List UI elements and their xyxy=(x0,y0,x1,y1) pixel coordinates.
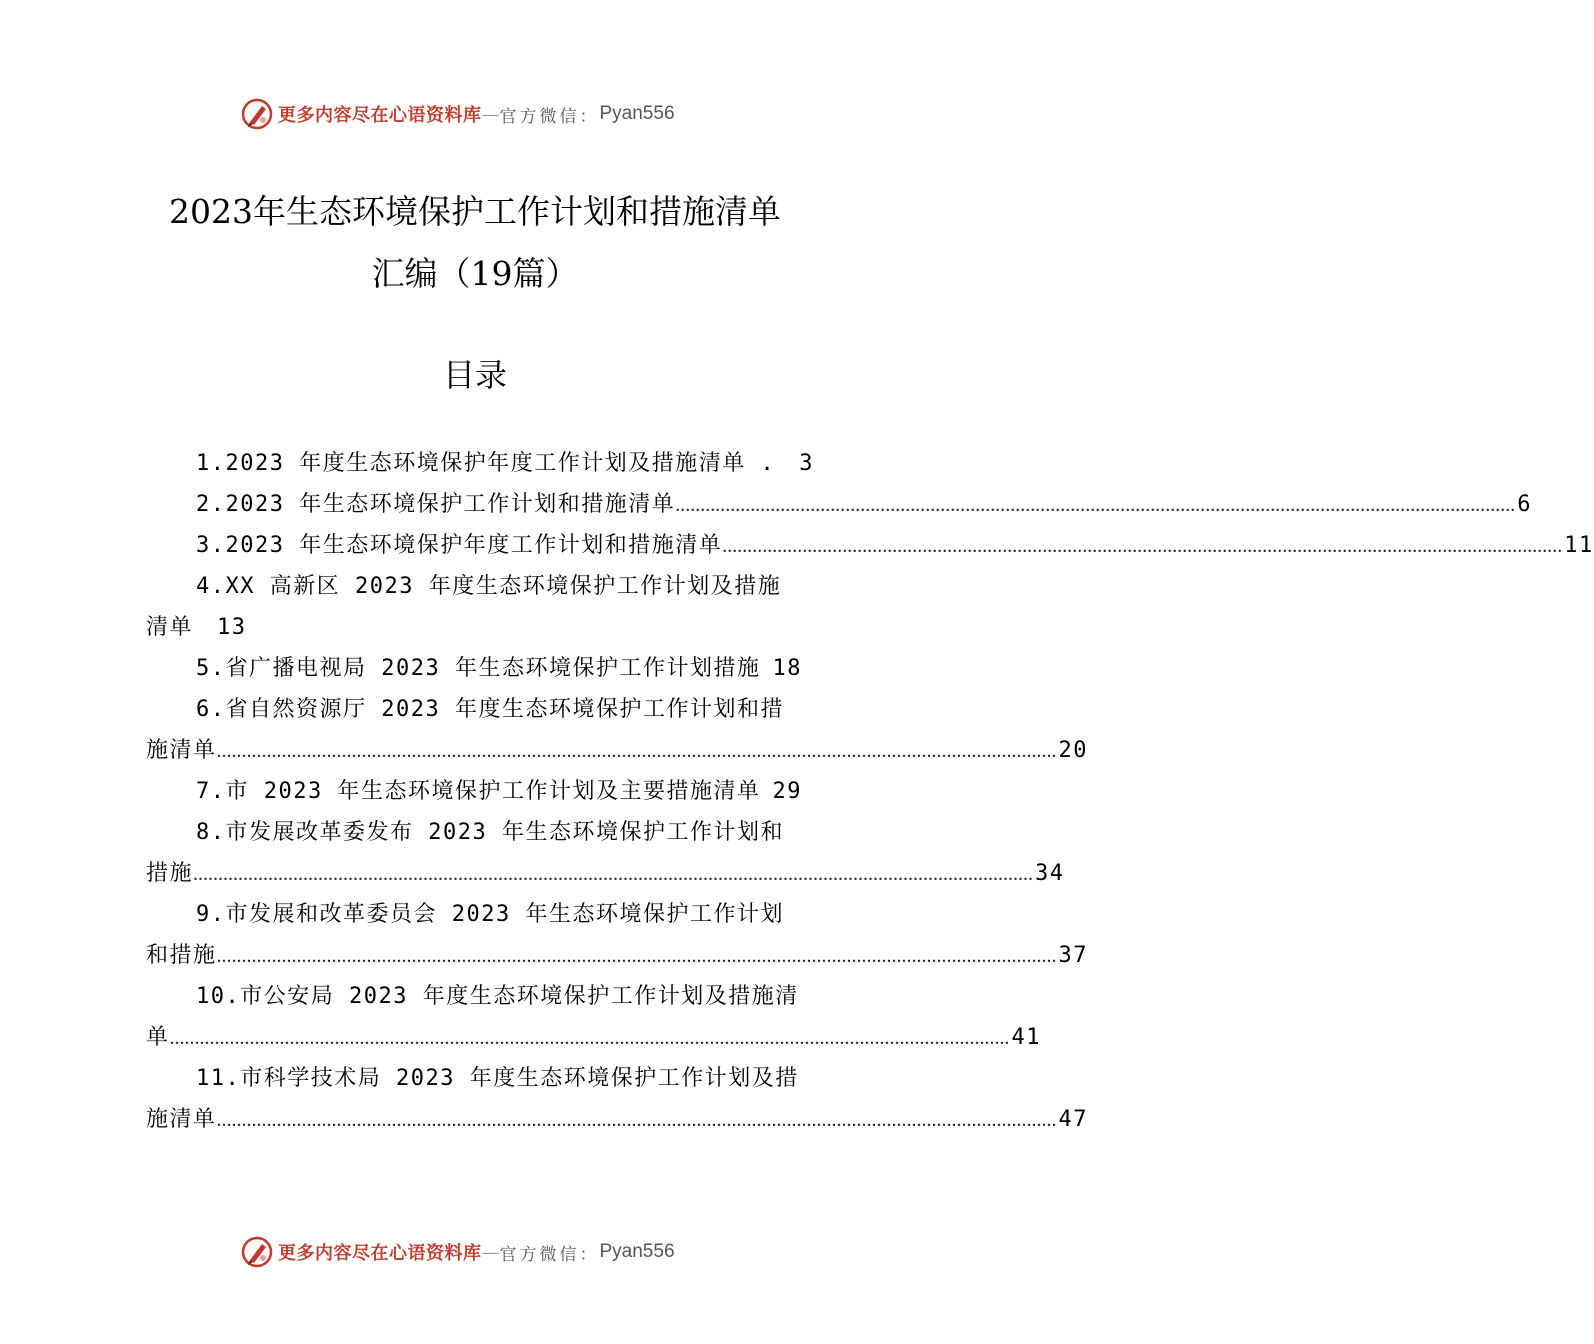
dot-leader xyxy=(217,1100,1057,1141)
toc-entry-title: 10.市公安局 2023 年度生态环境保护工作计划及措施清 xyxy=(196,984,799,1009)
toc-entry-title: 9.市发展和改革委员会 2023 年生态环境保护工作计划 xyxy=(196,902,784,927)
toc-entry-page: 3 xyxy=(799,451,814,476)
toc-entry[interactable] xyxy=(146,976,1042,1058)
watermark-wechat-id: Pyan556 xyxy=(599,1241,675,1262)
watermark-wechat-id: Pyan556 xyxy=(599,103,675,124)
header-watermark xyxy=(240,94,720,134)
toc-entry-title: 4.XX 高新区 2023 年度生态环境保护工作计划及措施 xyxy=(196,574,782,599)
toc-entry[interactable] xyxy=(146,648,804,689)
watermark-text: 更多内容尽在心语资料库 xyxy=(278,105,482,126)
toc-entry-page: 13 xyxy=(217,615,247,640)
toc-entry[interactable] xyxy=(146,525,1594,566)
toc-entry-title-cont: 清单 xyxy=(146,615,194,640)
toc-entry-title: 8.市发展改革委发布 2023 年生态环境保护工作计划和 xyxy=(196,820,784,845)
document-title-line1: 2023年生态环境保护工作计划和措施清单 xyxy=(169,192,781,231)
toc-entry[interactable] xyxy=(146,771,804,812)
toc-entry[interactable] xyxy=(146,812,1065,894)
toc-entry-title: 2.2023 年生态环境保护工作计划和措施清单 xyxy=(196,492,676,517)
toc-entry-title: 7.市 2023 年生态环境保护工作计划及主要措施清单 xyxy=(196,779,761,804)
toc-entry-title-cont: 施清单 xyxy=(146,738,217,763)
toc-entry-title-cont: 和措施 xyxy=(146,943,217,968)
watermark-text: 更多内容尽在心语资料库 xyxy=(278,1243,482,1264)
watermark-dash: — xyxy=(481,1241,500,1263)
toc-entry-page: 41 xyxy=(1011,1025,1042,1050)
toc-entry-title: 3.2023 年生态环境保护年度工作计划和措施清单 xyxy=(196,533,723,558)
toc-entry-title: 5.省广播电视局 2023 年生态环境保护工作计划措施 xyxy=(196,656,761,681)
dot-leader xyxy=(170,1018,1010,1059)
table-of-contents xyxy=(146,443,1594,1140)
toc-entry-page: 6 xyxy=(1517,492,1532,517)
dot-leader xyxy=(217,936,1057,977)
toc-entry-page: 18 xyxy=(772,656,802,681)
toc-entry[interactable] xyxy=(146,1058,1089,1140)
toc-entry[interactable] xyxy=(146,689,1089,771)
dot-leader xyxy=(675,485,1515,526)
document-title-line2: 汇编（19篇） xyxy=(371,254,579,293)
toc-heading: 目录 xyxy=(442,356,507,394)
pen-logo-icon xyxy=(240,1235,274,1269)
toc-entry[interactable] xyxy=(146,566,804,648)
toc-entry-title-cont: 施清单 xyxy=(146,1107,217,1132)
toc-entry-title: 1.2023 年度生态环境保护年度工作计划及措施清单 . xyxy=(196,451,776,476)
toc-entry[interactable] xyxy=(146,894,1089,976)
footer-watermark xyxy=(240,1232,720,1272)
pen-logo-icon xyxy=(240,97,274,131)
toc-entry-title: 6.省自然资源厅 2023 年度生态环境保护工作计划和措 xyxy=(196,697,784,722)
dot-leader xyxy=(217,731,1057,772)
toc-entry-page: 11 xyxy=(1564,533,1594,558)
dot-leader xyxy=(193,854,1033,895)
toc-entry-page: 29 xyxy=(772,779,802,804)
toc-entry-page: 47 xyxy=(1058,1107,1089,1132)
dot-leader xyxy=(722,526,1562,567)
watermark-wechat-label: 官方微信： xyxy=(499,106,600,127)
toc-entry-page: 34 xyxy=(1035,861,1065,886)
toc-entry[interactable] xyxy=(146,484,1532,525)
toc-entry[interactable] xyxy=(146,443,814,484)
toc-entry-title-cont: 单 xyxy=(146,1025,170,1050)
toc-entry-title: 11.市科学技术局 2023 年度生态环境保护工作计划及措 xyxy=(196,1066,799,1091)
toc-entry-page: 37 xyxy=(1058,943,1089,968)
watermark-dash: — xyxy=(481,103,500,125)
watermark-wechat-label: 官方微信： xyxy=(499,1244,600,1265)
toc-entry-page: 20 xyxy=(1058,738,1089,763)
toc-entry-title-cont: 措施 xyxy=(146,861,194,886)
